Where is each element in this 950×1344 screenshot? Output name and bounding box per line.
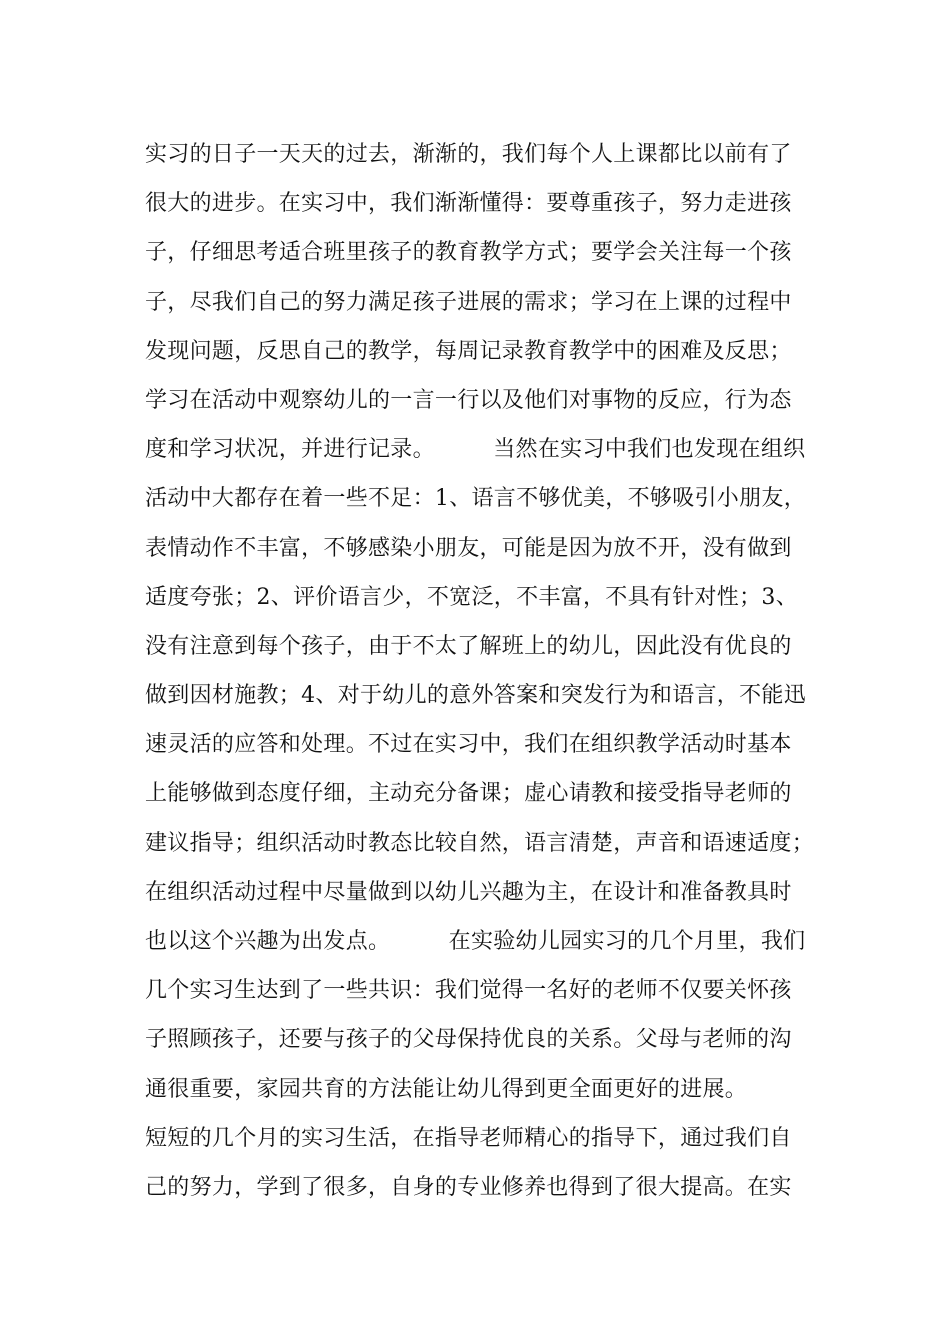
text-line: 适度夸张；2、评价语言少，不宽泛，不丰富，不具有针对性；3、 bbox=[145, 584, 798, 610]
text-line: 没有注意到每个孩子，由于不太了解班上的幼儿，因此没有优良的 bbox=[145, 633, 792, 659]
text-line: 速灵活的应答和处理。不过在实习中，我们在组织教学活动时基本 bbox=[145, 732, 792, 758]
text-line: 度和学习状况，并进行记录。 当然在实习中我们也发现在组织 bbox=[145, 437, 806, 463]
text-line: 子照顾孩子，还要与孩子的父母保持优良的关系。父母与老师的沟 bbox=[145, 1027, 792, 1053]
text-line: 做到因材施教；4、对于幼儿的意外答案和突发行为和语言，不能迅 bbox=[145, 683, 806, 709]
text-line: 通很重要，家园共育的方法能让幼儿得到更全面更好的进展。 bbox=[145, 1076, 748, 1102]
text-line: 几个实习生达到了一些共识：我们觉得一名好的老师不仅要关怀孩 bbox=[145, 978, 792, 1004]
text-line: 建议指导；组织活动时教态比较自然，语言清楚，声音和语速适度； bbox=[145, 830, 815, 856]
text-line: 上能够做到态度仔细，主动充分备课；虚心请教和接受指导老师的 bbox=[145, 781, 792, 807]
text-line: 表情动作不丰富，不够感染小朋友，可能是因为放不开，没有做到 bbox=[145, 535, 792, 561]
text-line: 子，仔细思考适合班里孩子的教育教学方式；要学会关注每一个孩 bbox=[145, 240, 792, 266]
text-line: 也以这个兴趣为出发点。 在实验幼儿园实习的几个月里，我们 bbox=[145, 929, 806, 954]
text-line: 在组织活动过程中尽量做到以幼儿兴趣为主，在设计和准备教具时 bbox=[145, 879, 792, 905]
text-line: 很大的进步。在实习中，我们渐渐懂得：要尊重孩子，努力走进孩 bbox=[145, 191, 792, 217]
text-line: 学习在活动中观察幼儿的一言一行以及他们对事物的反应，行为态 bbox=[145, 387, 792, 413]
text-line: 短短的几个月的实习生活，在指导老师精心的指导下，通过我们自 bbox=[145, 1125, 792, 1151]
text-line: 己的努力，学到了很多，自身的专业修养也得到了很大提高。在实 bbox=[145, 1174, 792, 1200]
text-line: 子，尽我们自己的努力满足孩子进展的需求；学习在上课的过程中 bbox=[145, 289, 792, 315]
body-text bbox=[145, 130, 825, 1212]
text-line: 实习的日子一天天的过去，渐渐的，我们每个人上课都比以前有了 bbox=[145, 142, 792, 167]
text-line: 发现问题，反思自己的教学，每周记录教育教学中的困难及反思； bbox=[145, 338, 792, 364]
text-line: 活动中大都存在着一些不足：1、语言不够优美，不够吸引小朋友， bbox=[145, 486, 806, 512]
